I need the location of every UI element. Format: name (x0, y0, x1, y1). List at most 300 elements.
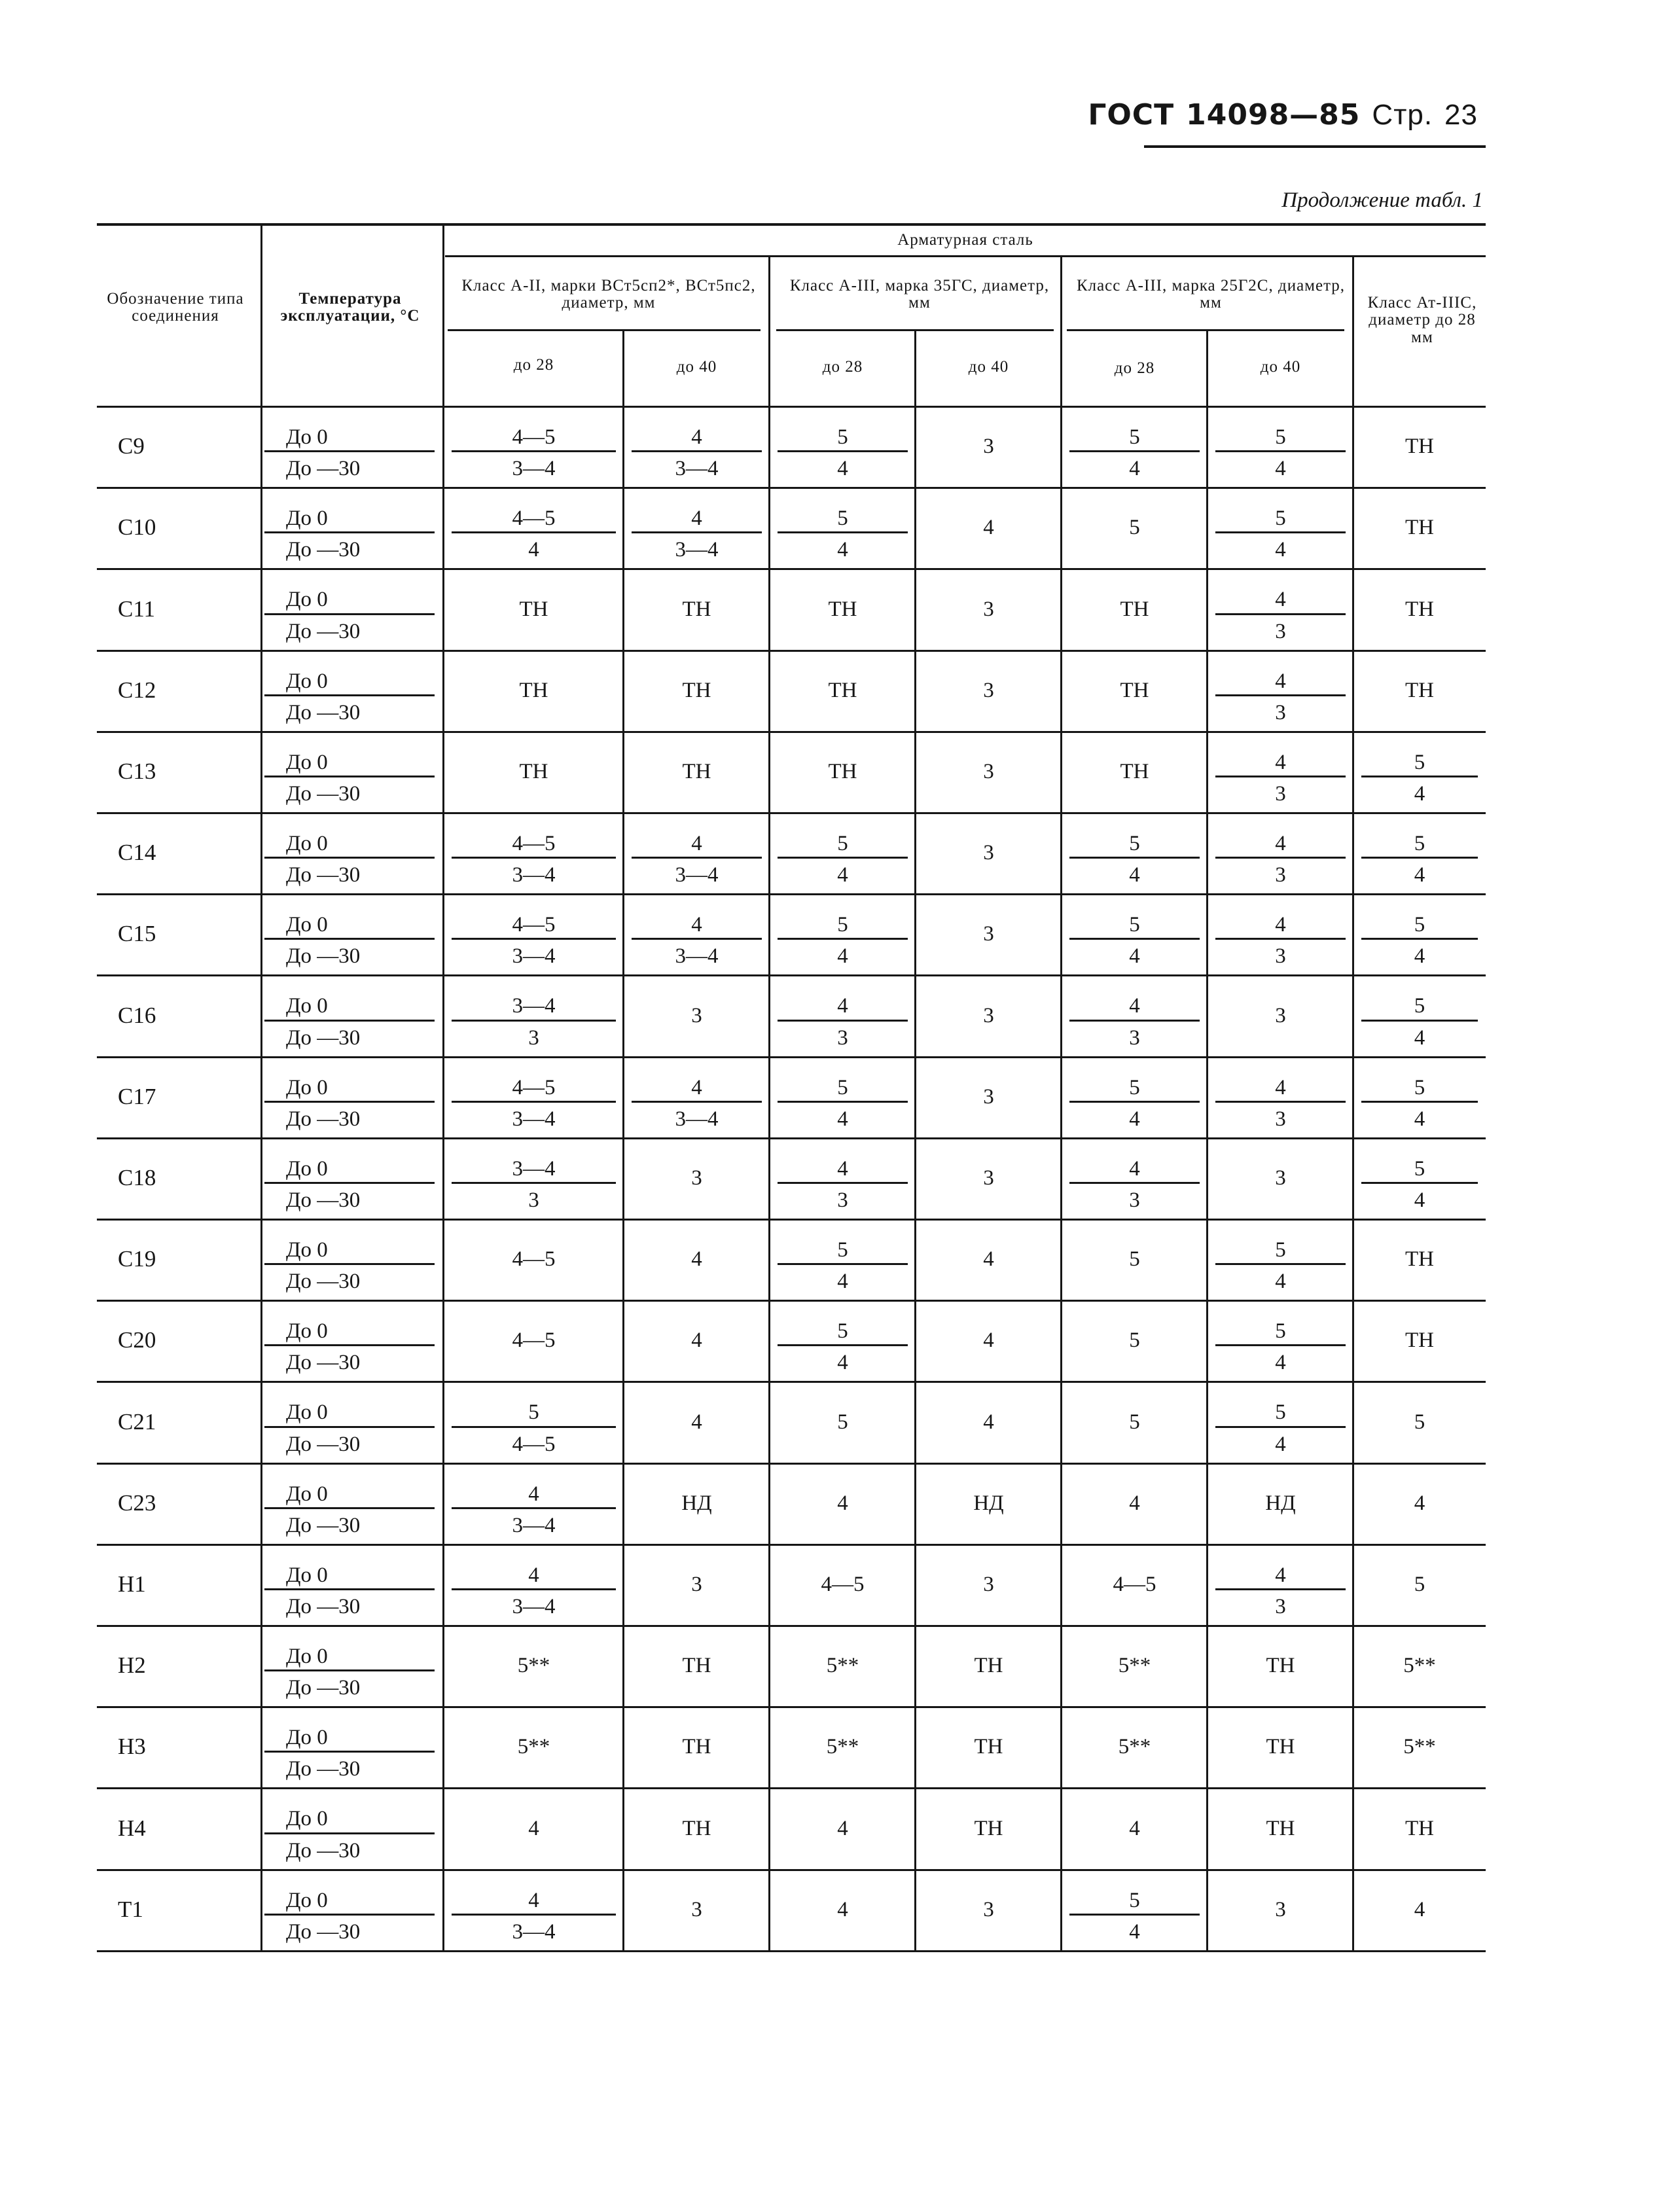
cell-split-line (1361, 938, 1478, 940)
cell-split-line (1215, 1588, 1346, 1590)
cell-split-line (778, 1182, 908, 1184)
cell-value: 3 (691, 1573, 702, 1596)
cell-value: 5 (1414, 1410, 1425, 1434)
group-header-a3-35gs: Класс А-III, марка 35ГС, диаметр, мм (789, 277, 1050, 312)
row-separator (97, 893, 1486, 895)
cell-split-line (1215, 694, 1346, 696)
cell-split-line (1361, 1101, 1478, 1103)
subheader-35gs-40: до 40 (968, 358, 1009, 376)
row-code: С19 (118, 1246, 156, 1272)
cell-value: ТН (1120, 598, 1149, 621)
cell-split-line (632, 938, 762, 940)
cell-value: ТН (974, 1817, 1003, 1840)
cell-value: 4 (983, 516, 994, 539)
cell-value: ТН (519, 760, 548, 783)
standard-label: ГОСТ (1088, 98, 1175, 132)
temp-split-line (264, 776, 435, 777)
row-separator (97, 1787, 1486, 1789)
cell-split-line (452, 1588, 616, 1590)
cell-value: 3 (837, 1026, 848, 1050)
cell-value: 3 (1275, 1898, 1286, 1921)
cell-value: 4—5 (512, 1247, 556, 1271)
row-code: Н2 (118, 1652, 146, 1678)
cell-value: 5 (1129, 425, 1140, 449)
temp-label: До —30 (286, 538, 361, 562)
temp-label: До —30 (286, 1270, 361, 1293)
cell-split-line (1215, 857, 1346, 859)
cell-value: 5 (1414, 751, 1425, 774)
cell-value: ТН (682, 598, 711, 621)
cell-split-line (1361, 776, 1478, 777)
cell-value: 4 (837, 994, 848, 1018)
subheader-25g2s-40: до 40 (1260, 358, 1301, 376)
cell-value: ТН (1266, 1735, 1295, 1758)
standard-number: 14098—85 (1186, 98, 1361, 132)
cell-value: 5 (837, 1319, 848, 1343)
row-separator (97, 1544, 1486, 1546)
row-code: С15 (118, 921, 156, 946)
cell-value: 4 (528, 1817, 539, 1840)
cell-value: ТН (1120, 679, 1149, 702)
cell-value: 4—5 (512, 1329, 556, 1352)
cell-split-line (1069, 1914, 1200, 1916)
row-code: С16 (118, 1003, 156, 1028)
cell-value: ТН (1405, 516, 1434, 539)
cell-value: 5 (837, 425, 848, 449)
cell-value: 4 (1414, 863, 1425, 887)
cell-value: 5 (837, 1076, 848, 1099)
cell-value: 4—5 (512, 507, 556, 530)
temp-label: До 0 (286, 1400, 328, 1424)
cell-value: 5 (1129, 832, 1140, 855)
cell-value: 3 (983, 760, 994, 783)
cell-value: 4—5 (512, 1076, 556, 1099)
cell-split-line (452, 1507, 616, 1509)
cell-value: 3 (983, 435, 994, 458)
cell-value: ТН (1266, 1817, 1295, 1840)
temp-label: До 0 (286, 1889, 328, 1912)
cell-value: 4 (1275, 832, 1286, 855)
cell-split-line (1215, 938, 1346, 940)
cell-value: ТН (682, 760, 711, 783)
cell-value: ТН (682, 1654, 711, 1677)
cell-value: 4 (528, 1889, 539, 1912)
cell-split-line (1215, 1101, 1346, 1103)
cell-split-line (778, 450, 908, 452)
cell-value: 4 (528, 1482, 539, 1506)
temp-label: До —30 (286, 1839, 361, 1863)
cell-value: 5 (1414, 1573, 1425, 1596)
cell-value: 5** (1118, 1735, 1151, 1758)
cell-split-line (1069, 938, 1200, 940)
temp-label: До —30 (286, 944, 361, 968)
cell-value: 5 (1275, 1238, 1286, 1262)
table-hline (445, 255, 1486, 257)
cell-value: 4 (1414, 944, 1425, 968)
cell-value: 4 (1414, 782, 1425, 806)
cell-value: 3 (1275, 863, 1286, 887)
cell-value: ТН (974, 1654, 1003, 1677)
row-separator (97, 1137, 1486, 1139)
temp-label: До 0 (286, 1157, 328, 1181)
cell-value: 4 (1129, 944, 1140, 968)
cell-value: ТН (1405, 1329, 1434, 1352)
temp-label: До 0 (286, 913, 328, 937)
cell-value: 5 (837, 507, 848, 530)
table-hline (97, 406, 1486, 408)
row-separator (97, 1381, 1486, 1383)
cell-value: 4 (1414, 1898, 1425, 1921)
cell-split-line (778, 1101, 908, 1103)
cell-value: 5 (1414, 994, 1425, 1018)
cell-value: ТН (682, 1735, 711, 1758)
cell-value: 4—5 (512, 913, 556, 937)
cell-value: 3 (528, 1026, 539, 1050)
temp-split-line (264, 1914, 435, 1916)
cell-value: 5** (1118, 1654, 1151, 1677)
row-separator (97, 812, 1486, 814)
cell-split-line (452, 938, 616, 940)
cell-split-line (632, 857, 762, 859)
cell-value: 4 (1129, 457, 1140, 480)
cell-value: ТН (1120, 760, 1149, 783)
temp-label: До 0 (286, 1645, 328, 1668)
cell-value: 3—4 (675, 1107, 719, 1131)
row-separator (97, 650, 1486, 652)
cell-value: ТН (1405, 598, 1434, 621)
temp-label: До 0 (286, 1563, 328, 1587)
cell-value: 5 (1129, 1076, 1140, 1099)
cell-value: 3—4 (512, 1157, 556, 1181)
continuation-label: Продолжение табл. 1 (1281, 188, 1483, 212)
header-underline (1144, 145, 1486, 148)
row-code: С9 (118, 433, 145, 459)
cell-split-line (1069, 450, 1200, 452)
cell-value: 4 (691, 832, 702, 855)
cell-value: ТН (519, 598, 548, 621)
cell-value: 4 (1414, 1026, 1425, 1050)
cell-split-line (1069, 1182, 1200, 1184)
cell-value: 4 (691, 913, 702, 937)
temp-label: До 0 (286, 1482, 328, 1506)
cell-value: 4 (691, 1076, 702, 1099)
group-header-at3s: Класс Ат-IIIС, диаметр до 28 мм (1367, 294, 1477, 346)
cell-value: ТН (1405, 679, 1434, 702)
cell-value: 3 (1129, 1026, 1140, 1050)
cell-split-line (778, 1020, 908, 1022)
page-header (1088, 98, 1478, 132)
temp-split-line (264, 1020, 435, 1022)
temp-split-line (264, 857, 435, 859)
row-code: Н3 (118, 1734, 146, 1759)
cell-value: ТН (1405, 1247, 1434, 1271)
temp-label: До —30 (286, 863, 361, 887)
cell-value: 5 (837, 913, 848, 937)
temp-label: До —30 (286, 1351, 361, 1374)
cell-split-line (1361, 1182, 1478, 1184)
cell-split-line (778, 857, 908, 859)
cell-value: 4—5 (821, 1573, 865, 1596)
cell-value: 3 (691, 1166, 702, 1190)
cell-value: 4 (1275, 1270, 1286, 1293)
cell-split-line (1069, 1101, 1200, 1103)
row-code: С13 (118, 758, 156, 784)
cell-value: ТН (828, 760, 857, 783)
cell-split-line (452, 450, 616, 452)
table-vline (914, 330, 916, 1952)
cell-value: 3 (983, 1004, 994, 1027)
cell-value: ТН (1405, 1817, 1434, 1840)
table-hline (776, 329, 1054, 331)
temp-split-line (264, 531, 435, 533)
cell-value: 4 (837, 1270, 848, 1293)
cell-value: 5** (1403, 1654, 1436, 1677)
temp-label: До —30 (286, 620, 361, 643)
cell-value: 4 (837, 1107, 848, 1131)
cell-split-line (778, 938, 908, 940)
table-vline (260, 226, 262, 1952)
cell-value: 3 (1275, 944, 1286, 968)
cell-value: 3—4 (675, 863, 719, 887)
temp-label: До —30 (286, 1595, 361, 1618)
cell-split-line (1215, 450, 1346, 452)
cell-value: ТН (682, 679, 711, 702)
temp-label: До 0 (286, 1076, 328, 1099)
cell-split-line (452, 1101, 616, 1103)
subheader-25g2s-28: до 28 (1114, 359, 1155, 377)
cell-split-line (1215, 613, 1346, 615)
temp-label: До —30 (286, 1026, 361, 1050)
cell-value: 4 (1275, 669, 1286, 693)
cell-value: 5 (1414, 913, 1425, 937)
cell-value: 4 (1414, 1491, 1425, 1515)
cell-value: 5 (528, 1400, 539, 1424)
group-header-a2: Класс А-II, марки ВСт5сп2*, ВСт5пс2, диаметр, мм (461, 277, 756, 312)
temp-split-line (264, 1426, 435, 1428)
cell-value: 5 (1275, 507, 1286, 530)
temp-label: До —30 (286, 782, 361, 806)
cell-value: 4 (1129, 1157, 1140, 1181)
table-top-rule (97, 223, 1486, 226)
cell-value: 4 (1414, 1107, 1425, 1131)
cell-value: 4 (1275, 457, 1286, 480)
row-separator (97, 731, 1486, 733)
cell-value: 4 (691, 1410, 702, 1434)
cell-value: 3—4 (512, 994, 556, 1018)
row-separator (97, 1463, 1486, 1465)
col-header-type: Обозначение типа соединения (107, 290, 244, 325)
temp-label: До —30 (286, 1433, 361, 1456)
row-code: С11 (118, 596, 156, 622)
cell-value: ТН (1266, 1654, 1295, 1677)
cell-value: 5** (1403, 1735, 1436, 1758)
cell-value: 4 (837, 457, 848, 480)
subheader-a2-28: до 28 (513, 356, 554, 374)
cell-value: 5 (1414, 1076, 1425, 1099)
cell-split-line (452, 1426, 616, 1428)
temp-split-line (264, 938, 435, 940)
cell-value: 4 (983, 1410, 994, 1434)
temp-label: До 0 (286, 1238, 328, 1262)
row-separator (97, 1056, 1486, 1058)
temp-split-line (264, 1507, 435, 1509)
cell-value: 4 (691, 1247, 702, 1271)
temp-split-line (264, 1101, 435, 1103)
cell-value: 3 (691, 1898, 702, 1921)
cell-value: 4 (837, 538, 848, 562)
cell-value: 4 (1414, 1188, 1425, 1212)
cell-value: 3 (528, 1188, 539, 1212)
row-code: С17 (118, 1084, 156, 1109)
temp-label: До 0 (286, 588, 328, 611)
temp-split-line (264, 1263, 435, 1265)
cell-value: 5 (837, 1410, 848, 1434)
temp-label: До 0 (286, 1807, 328, 1830)
cell-value: ТН (682, 1817, 711, 1840)
subheader-35gs-28: до 28 (822, 358, 863, 376)
cell-value: 4 (837, 1351, 848, 1374)
cell-value: 5 (837, 1238, 848, 1262)
cell-value: 4 (691, 425, 702, 449)
cell-split-line (1215, 776, 1346, 777)
table-vline (1206, 330, 1208, 1952)
temp-split-line (264, 1669, 435, 1671)
temp-split-line (264, 450, 435, 452)
row-code: Н4 (118, 1815, 146, 1841)
temp-label: До 0 (286, 994, 328, 1018)
cell-value: 4 (1129, 1491, 1140, 1515)
cell-value: 5 (1129, 1889, 1140, 1912)
cell-split-line (1361, 857, 1478, 859)
cell-value: 4 (1129, 1107, 1140, 1131)
cell-value: 3 (691, 1004, 702, 1027)
cell-value: 5 (1414, 832, 1425, 855)
cell-value: 5 (1275, 1400, 1286, 1424)
cell-value: 3—4 (512, 1107, 556, 1131)
cell-value: 3—4 (675, 538, 719, 562)
temp-label: До —30 (286, 1920, 361, 1944)
cell-split-line (1215, 1263, 1346, 1265)
row-separator (97, 1869, 1486, 1871)
cell-value: 4 (837, 1491, 848, 1515)
cell-value: ТН (828, 679, 857, 702)
row-code: Т1 (118, 1897, 143, 1922)
cell-value: 3 (1275, 701, 1286, 724)
cell-split-line (632, 450, 762, 452)
group-header-steel: Арматурная сталь (897, 231, 1033, 249)
temp-split-line (264, 1182, 435, 1184)
row-separator (97, 1219, 1486, 1221)
cell-value: 3 (1275, 1166, 1286, 1190)
row-code: С23 (118, 1490, 156, 1516)
cell-split-line (1069, 857, 1200, 859)
temp-label: До 0 (286, 751, 328, 774)
cell-value: 4 (1129, 1920, 1140, 1944)
page-number: 23 (1444, 99, 1478, 131)
cell-value: 4 (1129, 994, 1140, 1018)
cell-split-line (1215, 1344, 1346, 1346)
temp-label: До —30 (286, 701, 361, 724)
cell-split-line (778, 531, 908, 533)
cell-value: 4 (691, 507, 702, 530)
row-separator (97, 487, 1486, 489)
cell-split-line (778, 1263, 908, 1265)
cell-split-line (452, 531, 616, 533)
cell-value: 3 (1275, 620, 1286, 643)
table-vline (622, 330, 624, 1952)
table-hline (448, 329, 761, 331)
cell-split-line (1215, 1426, 1346, 1428)
cell-value: 4 (983, 1329, 994, 1352)
cell-value: 4 (1275, 538, 1286, 562)
cell-value: 5** (826, 1735, 859, 1758)
row-code: С10 (118, 514, 156, 540)
cell-value: 4 (528, 538, 539, 562)
cell-value: 3 (983, 1573, 994, 1596)
temp-label: До —30 (286, 1757, 361, 1781)
cell-split-line (452, 1914, 616, 1916)
temp-label: До 0 (286, 832, 328, 855)
row-separator (97, 1625, 1486, 1627)
row-code: С20 (118, 1327, 156, 1353)
cell-value: 4 (1275, 1433, 1286, 1456)
cell-value: 4 (1275, 588, 1286, 611)
row-separator (97, 1706, 1486, 1708)
cell-value: 3—4 (512, 457, 556, 480)
temp-label: До 0 (286, 669, 328, 693)
row-code: С12 (118, 677, 156, 703)
temp-label: До —30 (286, 1676, 361, 1700)
cell-value: 4—5 (1113, 1573, 1156, 1596)
cell-value: 5 (1275, 425, 1286, 449)
cell-split-line (632, 1101, 762, 1103)
cell-value: 3 (983, 679, 994, 702)
cell-value: 4 (1275, 1351, 1286, 1374)
cell-value: 4 (837, 1898, 848, 1921)
cell-value: 4 (983, 1247, 994, 1271)
row-code: С18 (118, 1165, 156, 1190)
cell-split-line (1361, 1020, 1478, 1022)
cell-value: 5 (1129, 1247, 1140, 1271)
cell-value: 4 (1129, 1817, 1140, 1840)
cell-value: 5 (1414, 1157, 1425, 1181)
cell-value: НД (973, 1491, 1004, 1515)
temp-label: До 0 (286, 425, 328, 449)
cell-split-line (452, 1182, 616, 1184)
cell-value: 3—4 (512, 863, 556, 887)
temp-split-line (264, 1588, 435, 1590)
row-separator (97, 1950, 1486, 1952)
cell-value: 4 (1275, 1563, 1286, 1587)
temp-label: До —30 (286, 1107, 361, 1131)
cell-value: ТН (519, 679, 548, 702)
table-hline (1067, 329, 1344, 331)
col-header-temp: Температура эксплуатации, °С (280, 290, 420, 325)
cell-value: 3—4 (512, 1920, 556, 1944)
cell-value: 4 (837, 863, 848, 887)
cell-value: 4 (837, 1157, 848, 1181)
cell-value: 3—4 (512, 1595, 556, 1618)
temp-split-line (264, 1751, 435, 1753)
temp-label: До 0 (286, 1319, 328, 1343)
cell-value: 5** (826, 1654, 859, 1677)
temp-split-line (264, 694, 435, 696)
cell-value: 3 (1275, 1004, 1286, 1027)
row-separator (97, 1300, 1486, 1302)
cell-value: 3—4 (512, 944, 556, 968)
cell-value: 3 (983, 922, 994, 946)
temp-label: До —30 (286, 1188, 361, 1212)
